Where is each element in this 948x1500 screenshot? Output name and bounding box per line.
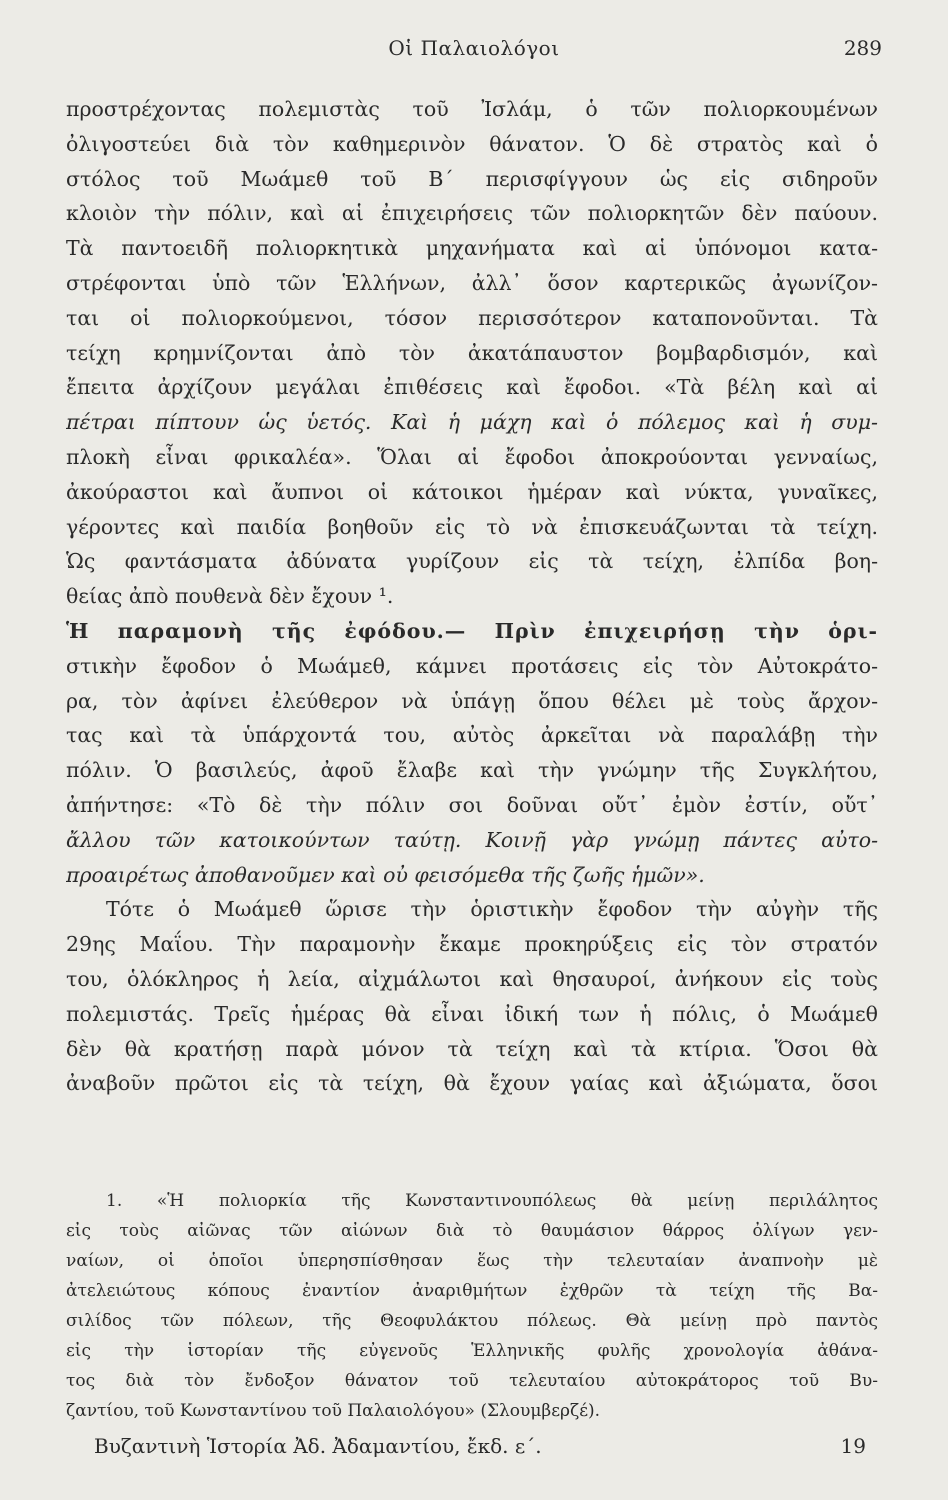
text-line: ἔπειτα ἀρχίζουν μεγάλαι ἐπιθέσεις καὶ ἔφοδοι. «Τὰ βέλη καὶ αἱ [66, 375, 878, 400]
text-line: πλοκὴ εἶναι φρικαλέα». Ὅλαι αἱ ἔφοδοι ἀποκρούονται γενναίως, [66, 444, 878, 469]
footnote-line: 1. «Ἡ πολιορκία τῆς Κωνσταντινουπόλεως θὰ μείνῃ περιλάλητος [106, 1191, 878, 1211]
text-line: ἄλλου τῶν κατοικούντων ταύτῃ. Κοινῇ γὰρ γνώμῃ πάντες αὐτο- [66, 827, 878, 852]
main-text [66, 92, 878, 1101]
text-line: στρέφονται ὑπὸ τῶν Ἑλλήνων, ἀλλ᾽ ὅσον καρτερικῶς ἀγωνίζον- [66, 270, 878, 295]
sheet-number: 19 [840, 1434, 866, 1458]
text-line: προαιρέτως ἀποθανοῦμεν καὶ οὐ φεισόμεθα τῆς ζωῆς ἡμῶν». [66, 862, 705, 887]
running-head [66, 36, 882, 70]
text-line: προστρέχοντας πολεμιστὰς τοῦ Ἰσλάμ, ὁ τῶν πολιορκουμένων [66, 97, 878, 121]
text-line: Τὰ παντοειδῆ πολιορκητικὰ μηχανήματα καὶ αἱ ὑπόνομοι κατα- [66, 236, 878, 261]
page-footer [66, 1434, 878, 1468]
text-line: ται οἱ πολιορκούμενοι, τόσον περισσότερον καταπονοῦνται. Τὰ [66, 305, 878, 330]
text-line: ἀκούραστοι καὶ ἄυπνοι οἱ κάτοικοι ἡμέραν καὶ νύκτα, γυναῖκες, [66, 479, 878, 504]
footnote-line: εἰς τοὺς αἰῶνας τῶν αἰώνων διὰ τὸ θαυμάσιον θάρρος ὀλίγων γεν- [66, 1221, 878, 1241]
text-line: θείας ἀπὸ πουθενὰ δὲν ἔχουν ¹. [66, 584, 394, 609]
section-heading-line: Ἡ παραμονὴ τῆς ἐφόδου.— Πρὶν ἐπιχειρήσῃ τὴν ὁρι- [66, 618, 878, 643]
footnote-line: ζαντίου, τοῦ Κωνσταντίνου τοῦ Παλαιολόγου» (Σλουμβερζέ). [66, 1401, 601, 1421]
text-line: στόλος τοῦ Μωάμεθ τοῦ Β΄ περισφίγγουν ὡς εἰς σιδηροῦν [66, 166, 878, 191]
text-line: του, ὁλόκληρος ἡ λεία, αἰχμάλωτοι καὶ θησαυροί, ἀνήκουν εἰς τοὺς [66, 966, 878, 991]
text-line: τας καὶ τὰ ὑπάρχοντά του, αὐτὸς ἀρκεῖται νὰ παραλάβῃ τὴν [66, 723, 878, 748]
footnote-line: ἀτελειώτους κόπους ἐναντίον ἀναριθμήτων ἐχθρῶν τὰ τείχη τῆς Βα- [66, 1281, 878, 1301]
text-line: Τότε ὁ Μωάμεθ ὥρισε τὴν ὁριστικὴν ἔφοδον τὴν αὐγὴν τῆς [106, 897, 878, 922]
text-line: ἀναβοῦν πρῶτοι εἰς τὰ τείχη, θὰ ἔχουν γαίας καὶ ἀξιώματα, ὅσοι [66, 1071, 878, 1096]
text-line: πόλιν. Ὁ βασιλεύς, ἀφοῦ ἔλαβε καὶ τὴν γνώμην τῆς Συγκλήτου, [66, 758, 878, 783]
printer-signature: Βυζαντινὴ Ἱστορία Ἀδ. Ἀδαμαντίου, ἔκδ. ε΄. [94, 1434, 542, 1458]
text-line: ὀλιγοστεύει διὰ τὸν καθημερινὸν θάνατον. Ὁ δὲ στρατὸς καὶ ὁ [66, 131, 878, 156]
text-line: στικὴν ἔφοδον ὁ Μωάμεθ, κάμνει προτάσεις εἰς τὸν Αὐτοκράτο- [66, 653, 878, 678]
footnote-line: ναίων, οἱ ὁποῖοι ὑπερησπίσθησαν ἕως τὴν τελευταίαν ἀναπνοὴν μὲ [66, 1251, 878, 1271]
text-line: 29ης Μαΐου. Τὴν παραμονὴν ἔκαμε προκηρύξεις εἰς τὸν στρατόν [66, 932, 878, 957]
text-line: ἀπήντησε: «Τὸ δὲ τὴν πόλιν σοι δοῦναι οὔτ᾽ ἐμὸν ἐστίν, οὔτ᾽ [66, 792, 878, 817]
footnote-line: εἰς τὴν ἱστορίαν τῆς εὐγενοῦς Ἑλληνικῆς φυλῆς χρονολογία ἀθάνα- [66, 1341, 878, 1361]
text-line: πέτραι πίπτουν ὡς ὑετός. Καὶ ἡ μάχη καὶ ὁ πόλεμος καὶ ἡ συμ- [66, 410, 878, 435]
footnote-line: τος διὰ τὸν ἔνδοξον θάνατον τοῦ τελευταίου αὐτοκράτορος τοῦ Βυ- [66, 1371, 878, 1391]
text-line: δὲν θὰ κρατήσῃ παρὰ μόνον τὰ τείχη καὶ τὰ κτίρια. Ὅσοι θὰ [66, 1036, 878, 1061]
text-line: πολεμιστάς. Τρεῖς ἡμέρας θὰ εἶναι ἰδική των ἡ πόλις, ὁ Μωάμεθ [66, 1001, 878, 1026]
footnotes [66, 1186, 878, 1426]
text-line: γέροντες καὶ παιδία βοηθοῦν εἰς τὸ νὰ ἐπισκευάζωνται τὰ τείχη. [66, 514, 878, 539]
text-line: Ὡς φαντάσματα ἀδύνατα γυρίζουν εἰς τὰ τείχη, ἐλπίδα βοη- [66, 549, 878, 574]
text-line: κλοιὸν τὴν πόλιν, καὶ αἱ ἐπιχειρήσεις τῶν πολιορκητῶν δὲν παύουν. [66, 201, 878, 226]
text-line: ρα, τὸν ἀφίνει ἐλεύθερον νὰ ὑπάγῃ ὅπου θέλει μὲ τοὺς ἄρχον- [66, 688, 878, 713]
page-number: 289 [843, 36, 882, 60]
running-title: Οἱ Παλαιολόγοι [388, 36, 560, 60]
footnote-line: σιλίδος τῶν πόλεων, τῆς Θεοφυλάκτου πόλεως. Θὰ μείνῃ πρὸ παντὸς [66, 1311, 878, 1331]
text-line: τείχη κρημνίζονται ἀπὸ τὸν ἀκατάπαυστον βομβαρδισμόν, καὶ [66, 340, 878, 365]
